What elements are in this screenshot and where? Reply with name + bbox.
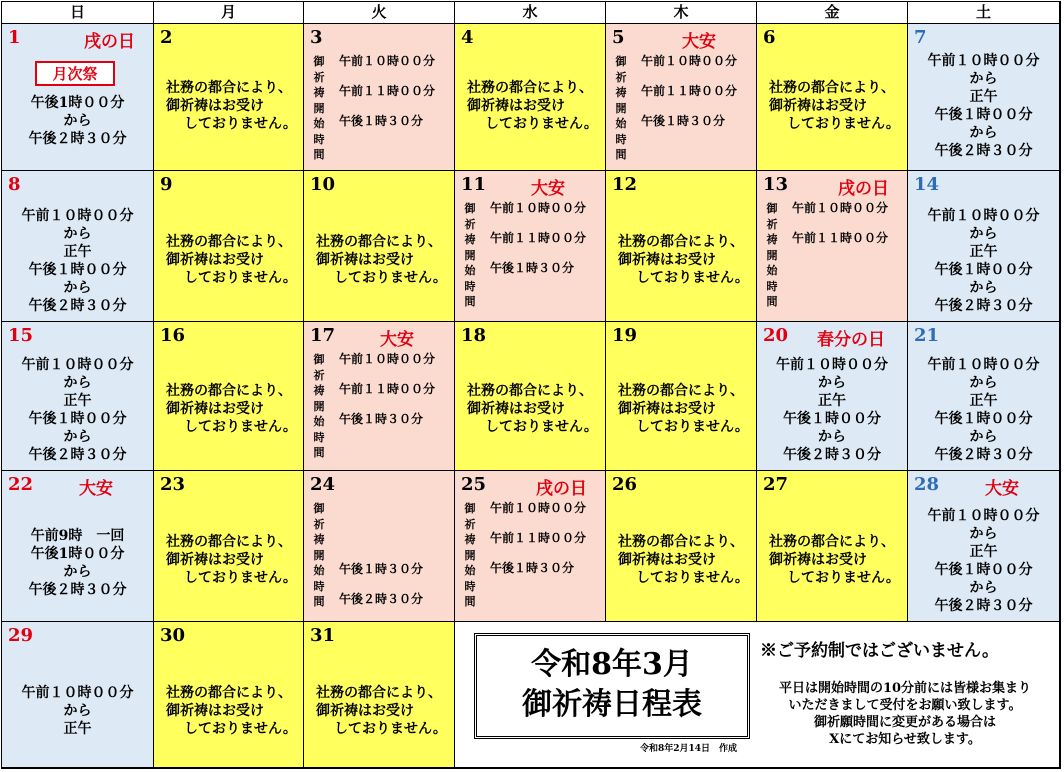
day-cell-16 <box>154 322 304 471</box>
prayer-times: 午前１０時００分 から 正午 午後１時００分 から 午後２時３０分 <box>927 357 1040 463</box>
closed-notice: 社務の都合により、 御祈祷はお受け しておりません。 <box>316 234 447 286</box>
day-cell-5 <box>606 24 757 171</box>
reservation-note: ※ご予約制ではございません。 <box>760 641 1000 661</box>
day-cell-26 <box>606 471 757 622</box>
day-cell-6 <box>757 24 908 171</box>
day-event: 戌の日 <box>536 479 587 499</box>
day-number: 31 <box>310 625 336 646</box>
day-number: 12 <box>612 174 638 195</box>
weekday-sun: 日 <box>2 2 154 24</box>
day-number: 14 <box>914 174 940 195</box>
closed-notice: 社務の都合により、 御祈祷はお受け しておりません。 <box>166 383 297 435</box>
closed-notice: 社務の都合により、 御祈祷はお受け しておりません。 <box>166 80 297 132</box>
prayer-times: 午前１０時００分 午前１１時００分 午後１時３０分 <box>490 201 587 275</box>
weekday-thu: 木 <box>606 2 757 24</box>
vertical-label: 御 祈 祷 開 始 時 間 <box>464 202 476 308</box>
day-number: 7 <box>914 27 927 48</box>
weekday-tue: 火 <box>304 2 455 24</box>
prayer-times: 午前１０時００分 から 正午 午後１時００分 から 午後２時３０分 <box>776 357 888 463</box>
prayer-times: 午前１０時００分 午前１１時００分 午後１時３０分 <box>490 501 587 575</box>
weekday-header <box>2 2 1059 24</box>
schedule-title-box <box>474 633 750 739</box>
vertical-label: 御 祈 祷 開 始 時 間 <box>313 353 325 459</box>
day-number: 21 <box>914 325 940 346</box>
day-cell-31 <box>304 622 455 768</box>
weekday-sat: 土 <box>908 2 1059 24</box>
prayer-times: 午前１０時００分 午前１１時００分 午後１時３０分 <box>339 352 436 426</box>
closed-notice: 社務の都合により、 御祈祷はお受け しておりません。 <box>618 534 749 586</box>
day-number: 9 <box>160 174 173 195</box>
day-number: 24 <box>310 474 336 495</box>
prayer-times: 午前１０時００分 から 正午 午後１時００分 から 午後２時３０分 <box>927 208 1040 314</box>
day-number: 15 <box>8 325 34 346</box>
closed-notice: 社務の都合により、 御祈祷はお受け しておりません。 <box>769 534 900 586</box>
day-number: 23 <box>160 474 186 495</box>
info-text: 平日は開始時間の10分前には皆様お集まり いただきまして受付をお願い致します。 御祈願時間に変更がある場合は Xにてお知らせ致します。 <box>778 681 1032 747</box>
day-number: 10 <box>310 174 336 195</box>
day-event: 大安 <box>531 179 565 199</box>
day-number: 17 <box>310 325 336 346</box>
day-cell-14 <box>908 171 1059 322</box>
prayer-times: 午前１０時００分 から 正午 午後１時００分 から 午後２時３０分 <box>927 508 1040 614</box>
day-cell-12 <box>606 171 757 322</box>
day-cell-21 <box>908 322 1059 471</box>
prayer-times: 午前１０時００分 から 正午 午後１時００分 から 午後２時３０分 <box>927 53 1040 159</box>
day-cell-15 <box>2 322 154 471</box>
prayer-times: 午前１０時００分 午前１１時００分 <box>792 201 889 245</box>
day-cell-19 <box>606 322 757 471</box>
day-number: 4 <box>461 27 474 48</box>
day-cell-3 <box>304 24 455 171</box>
closed-notice: 社務の都合により、 御祈祷はお受け しておりません。 <box>316 685 447 737</box>
day-cell-18 <box>455 322 606 471</box>
prayer-times: 午前１０時００分 午前１１時００分 午後１時３０分 <box>641 54 738 128</box>
day-cell-25 <box>455 471 606 622</box>
day-cell-20 <box>757 322 908 471</box>
vertical-label: 御 祈 祷 開 始 時 間 <box>615 55 627 161</box>
day-cell-7 <box>908 24 1059 171</box>
day-number: 29 <box>8 625 34 646</box>
prayer-times: 午前１０時００分 午前１１時００分 午後１時３０分 <box>339 54 436 128</box>
closed-notice: 社務の都合により、 御祈祷はお受け しておりません。 <box>166 685 297 737</box>
day-cell-10 <box>304 171 455 322</box>
day-number: 5 <box>612 27 625 48</box>
day-number: 18 <box>461 325 487 346</box>
day-event: 大安 <box>985 479 1019 499</box>
day-cell-17 <box>304 322 455 471</box>
weekday-mon: 月 <box>154 2 304 24</box>
closed-notice: 社務の都合により、 御祈祷はお受け しておりません。 <box>618 234 749 286</box>
day-cell-1 <box>2 24 154 171</box>
prayer-times: 午前9時 一回 午後1時００分 から 午後２時３０分 <box>28 528 127 598</box>
day-cell-2 <box>154 24 304 171</box>
closed-notice: 社務の都合により、 御祈祷はお受け しておりません。 <box>467 383 598 435</box>
day-cell-23 <box>154 471 304 622</box>
closed-notice: 社務の都合により、 御祈祷はお受け しておりません。 <box>769 80 900 132</box>
day-number: 8 <box>8 174 21 195</box>
day-cell-13 <box>757 171 908 322</box>
prayer-times: 午前１０時００分 から 正午 午後１時００分 から 午後２時３０分 <box>21 208 134 314</box>
monthly-festival-badge: 月次祭 <box>35 61 115 86</box>
day-event: 戌の日 <box>838 179 889 199</box>
day-number: 30 <box>160 625 186 646</box>
day-event: 春分の日 <box>817 330 885 350</box>
closed-notice: 社務の都合により、 御祈祷はお受け しておりません。 <box>166 534 297 586</box>
day-cell-11 <box>455 171 606 322</box>
closed-notice: 社務の都合により、 御祈祷はお受け しておりません。 <box>467 80 598 132</box>
prayer-times: 午後1時００分 から 午後２時３０分 <box>28 95 127 147</box>
day-cell-24 <box>304 471 455 622</box>
day-number: 2 <box>160 27 173 48</box>
day-event: 大安 <box>79 479 113 499</box>
day-number: 27 <box>763 474 789 495</box>
prayer-times: 午後１時３０分 午後２時３０分 <box>339 562 424 606</box>
prayer-times: 午前１０時００分 から 正午 午後１時００分 から 午後２時３０分 <box>21 357 134 463</box>
vertical-label: 御 祈 祷 開 始 時 間 <box>464 502 476 608</box>
title-line2: 御祈祷日程表 <box>522 687 702 722</box>
day-event: 大安 <box>380 330 414 350</box>
day-cell-29 <box>2 622 154 768</box>
day-number: 22 <box>8 474 34 495</box>
prayer-times: 午前１０時００分 から 正午 <box>21 685 134 737</box>
day-number: 25 <box>461 474 487 495</box>
vertical-label: 御 祈 祷 開 始 時 間 <box>766 202 778 308</box>
day-number: 11 <box>461 174 487 195</box>
day-number: 16 <box>160 325 186 346</box>
day-number: 26 <box>612 474 638 495</box>
day-number: 28 <box>914 474 940 495</box>
day-number: 6 <box>763 27 776 48</box>
day-number: 3 <box>310 27 323 48</box>
day-cell-9 <box>154 171 304 322</box>
day-cell-8 <box>2 171 154 322</box>
created-date: 令和8年2月14日 作成 <box>640 744 738 754</box>
title-line1: 令和8年3月 <box>531 647 693 682</box>
day-cell-4 <box>455 24 606 171</box>
weekday-wed: 水 <box>455 2 606 24</box>
day-event: 戌の日 <box>84 32 135 52</box>
closed-notice: 社務の都合により、 御祈祷はお受け しておりません。 <box>166 234 297 286</box>
day-cell-22 <box>2 471 154 622</box>
day-cell-30 <box>154 622 304 768</box>
day-cell-28 <box>908 471 1059 622</box>
day-number: 13 <box>763 174 789 195</box>
day-number: 20 <box>763 325 789 346</box>
vertical-label: 御 祈 祷 開 始 時 間 <box>313 502 325 608</box>
vertical-label: 御 祈 祷 開 始 時 間 <box>313 55 325 161</box>
closed-notice: 社務の都合により、 御祈祷はお受け しておりません。 <box>618 383 749 435</box>
weekday-fri: 金 <box>757 2 908 24</box>
day-number: 19 <box>612 325 638 346</box>
day-cell-27 <box>757 471 908 622</box>
day-number: 1 <box>8 27 21 48</box>
day-event: 大安 <box>682 32 716 52</box>
